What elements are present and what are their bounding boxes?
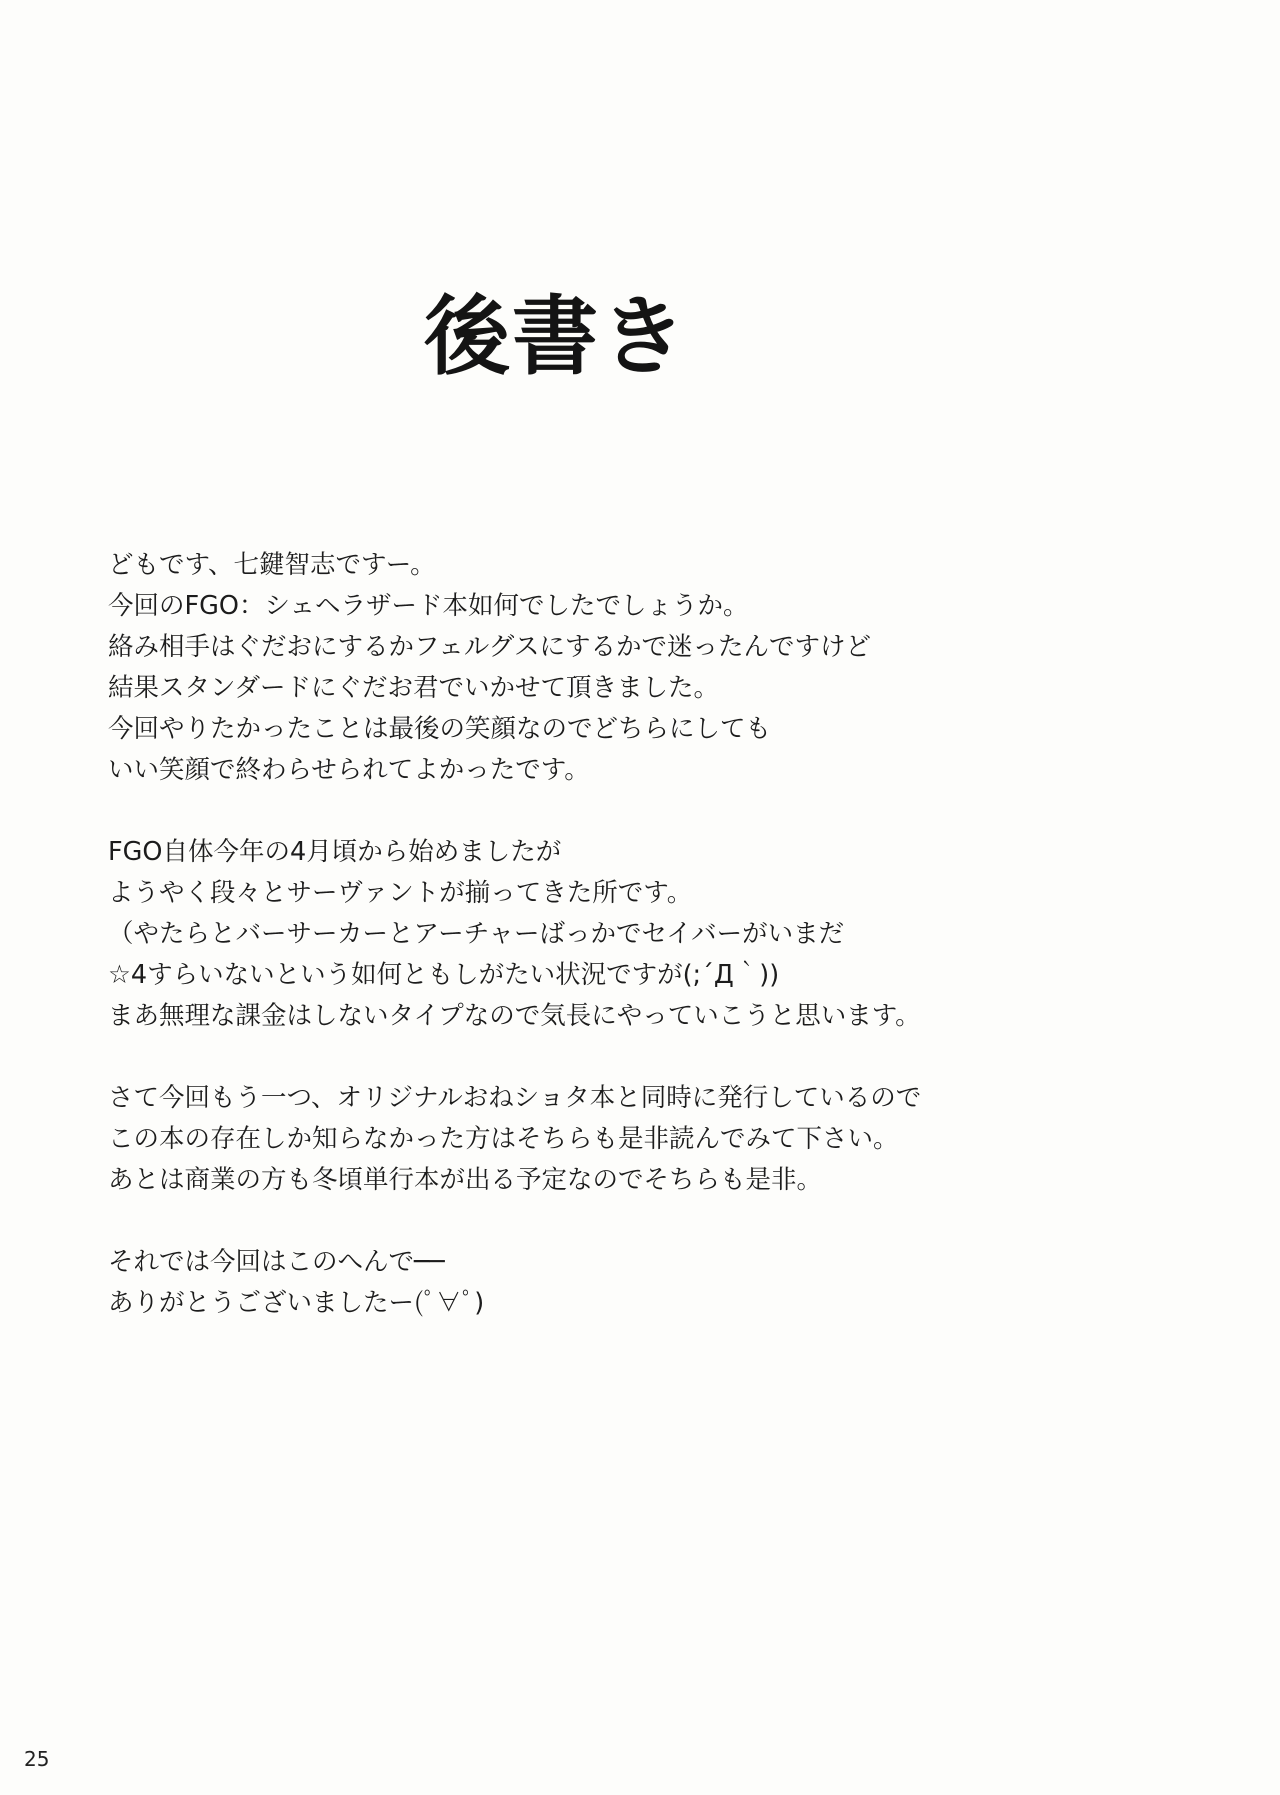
- afterword-body: [108, 545, 1188, 1324]
- text-line: どもです、七鍵智志ですー。: [108, 550, 436, 580]
- page-number: 25: [24, 1747, 50, 1771]
- text-line: 結果スタンダードにぐだお君でいかせて頂きました。: [108, 673, 719, 703]
- text-line: 今回やりたかったことは最後の笑顔なのでどちらにしても: [108, 714, 772, 744]
- text-line: 絡み相手はぐだおにするかフェルグスにするかで迷ったんですけど: [108, 632, 871, 662]
- text-line: ありがとうございましたー(ﾟ∀ﾟ): [108, 1288, 485, 1318]
- text-line: まあ無理な課金はしないタイプなので気長にやっていこうと思います。: [108, 1001, 921, 1031]
- paragraph-intro: [108, 545, 1188, 791]
- paragraph-closing: [108, 1242, 1188, 1324]
- text-line: ようやく段々とサーヴァントが揃ってきた所です。: [108, 878, 693, 908]
- text-line: いい笑顔で終わらせられてよかったです。: [108, 755, 590, 785]
- text-line: それでは今回はこのへんで──: [108, 1247, 445, 1277]
- paragraph-fgo: [108, 832, 1188, 1037]
- text-line: さて今回もう一つ、オリジナルおねショタ本と同時に発行しているので: [108, 1083, 922, 1113]
- text-line: あとは商業の方も冬頃単行本が出る予定なのでそちらも是非。: [108, 1165, 823, 1195]
- page-title: 後書き: [424, 286, 688, 387]
- text-line: この本の存在しか知らなかった方はそちらも是非読んでみて下さい。: [108, 1124, 899, 1154]
- text-line: （やたらとバーサーカーとアーチャーばっかでセイバーがいまだ: [108, 919, 845, 949]
- text-line: 今回のFGO：シェヘラザード本如何でしたでしょうか。: [108, 591, 749, 621]
- paragraph-announcement: [108, 1078, 1188, 1201]
- text-line: FGO自体今年の4月頃から始めましたが: [108, 837, 562, 867]
- text-line: ☆4すらいないという如何ともしがたい状況ですが(;´Д｀)): [108, 960, 780, 990]
